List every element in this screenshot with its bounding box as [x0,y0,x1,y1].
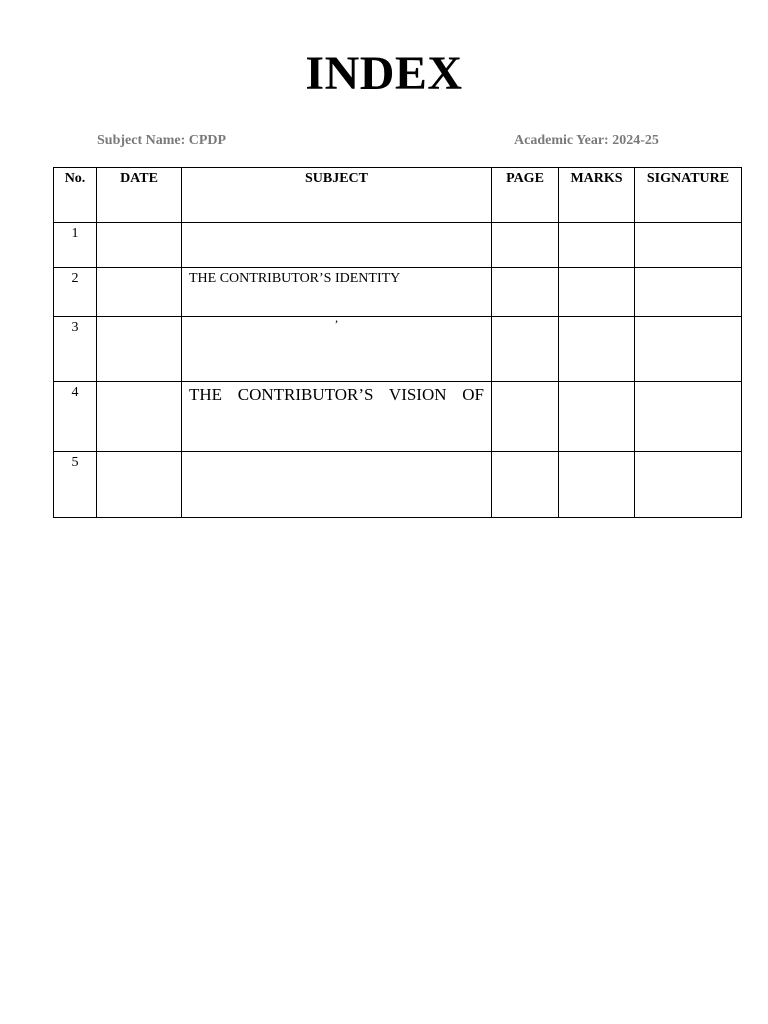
header-no: No. [54,168,97,223]
cell-signature [635,452,742,518]
academic-year: Academic Year: 2024-25 [514,133,659,148]
table-row [54,268,742,317]
table-row [54,223,742,268]
header-marks: MARKS [559,168,635,223]
cell-date [97,317,182,382]
cell-marks [559,223,635,268]
cell-subject [182,223,492,268]
cell-no: 5 [54,452,97,518]
cell-page [492,268,559,317]
cell-signature [635,382,742,452]
subject-text: THE CONTRIBUTOR’S VISION OF [189,385,484,404]
header-date: DATE [97,168,182,223]
subject-name: Subject Name: CPDP [97,133,227,148]
table-row [54,317,742,382]
subject-text: THE CONTRIBUTOR’S IDENTITY [189,271,401,286]
cell-page [492,452,559,518]
cell-signature [635,268,742,317]
cell-no: 3 [54,317,97,382]
cell-date [97,452,182,518]
cell-date [97,382,182,452]
subject-text: ’ [334,317,339,331]
cell-marks [559,452,635,518]
header-page: PAGE [492,168,559,223]
cell-subject [182,382,492,452]
table-row [54,382,742,452]
cell-marks [559,382,635,452]
cell-signature [635,223,742,268]
header-subject: SUBJECT [182,168,492,223]
cell-no: 4 [54,382,97,452]
table-header-row [54,168,742,223]
index-table [53,167,742,518]
cell-subject [182,452,492,518]
page-title: INDEX [305,47,463,100]
cell-marks [559,268,635,317]
cell-date [97,223,182,268]
table-row [54,452,742,518]
cell-subject [182,317,492,382]
cell-subject [182,268,492,317]
cell-date [97,268,182,317]
cell-no: 2 [54,268,97,317]
cell-marks [559,317,635,382]
header-signature: SIGNATURE [635,168,742,223]
cell-signature [635,317,742,382]
cell-no: 1 [54,223,97,268]
cell-page [492,223,559,268]
cell-page [492,382,559,452]
cell-page [492,317,559,382]
